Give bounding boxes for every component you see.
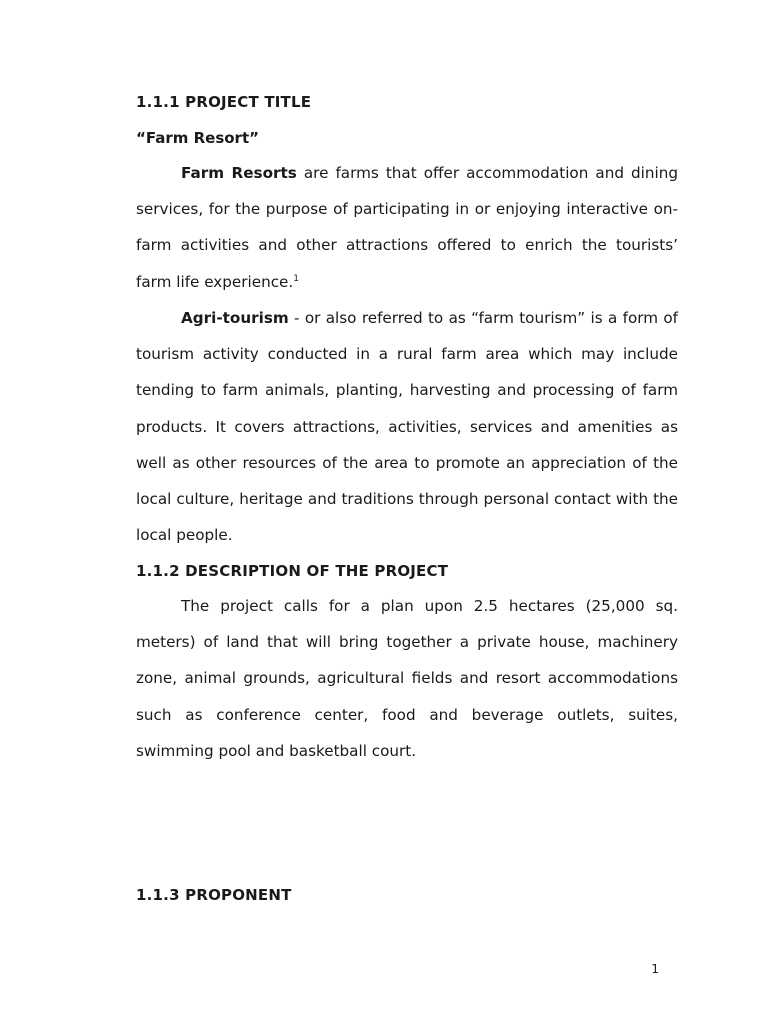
term-farm-resorts: Farm Resorts [181, 164, 297, 182]
paragraph-agri-tourism [136, 300, 678, 553]
project-title: “Farm Resort” [136, 129, 259, 147]
page-number: 1 [651, 962, 659, 976]
section-heading-project-title: 1.1.1 PROJECT TITLE [136, 93, 312, 111]
paragraph-project-description: The project calls for a plan upon 2.5 hectares (25,000 sq. meters) of land that will bring together a private house, machinery zone, animal grounds, agricultural fields and resort accommodations such as conference center, food and beverage outlets, suites, swimming pool and basketball court. [136, 597, 678, 760]
section-heading-description: 1.1.2 DESCRIPTION OF THE PROJECT [136, 562, 449, 580]
paragraph-farm-resorts-text: are farms that offer accommodation and dining services, for the purpose of participating in or enjoying interactive on-farm activities and other attractions offered to enrich the tourists’ farm life experience. [136, 164, 678, 291]
paragraph-farm-resorts [136, 155, 678, 300]
footnote-marker: 1 [293, 273, 299, 284]
term-agri-tourism: Agri-tourism [181, 309, 289, 327]
section-heading-proponent: 1.1.3 PROPONENT [136, 886, 292, 904]
paragraph-agri-tourism-text: - or also referred to as “farm tourism” is a form of tourism activity conducted in a rural farm area which may include tending to farm animals, planting, harvesting and processing of farm products. It covers attractions, activities, services and amenities as well as other resources of the area to promote an appreciation of the local culture, heritage and traditions through personal contact with the local people. [136, 309, 678, 545]
